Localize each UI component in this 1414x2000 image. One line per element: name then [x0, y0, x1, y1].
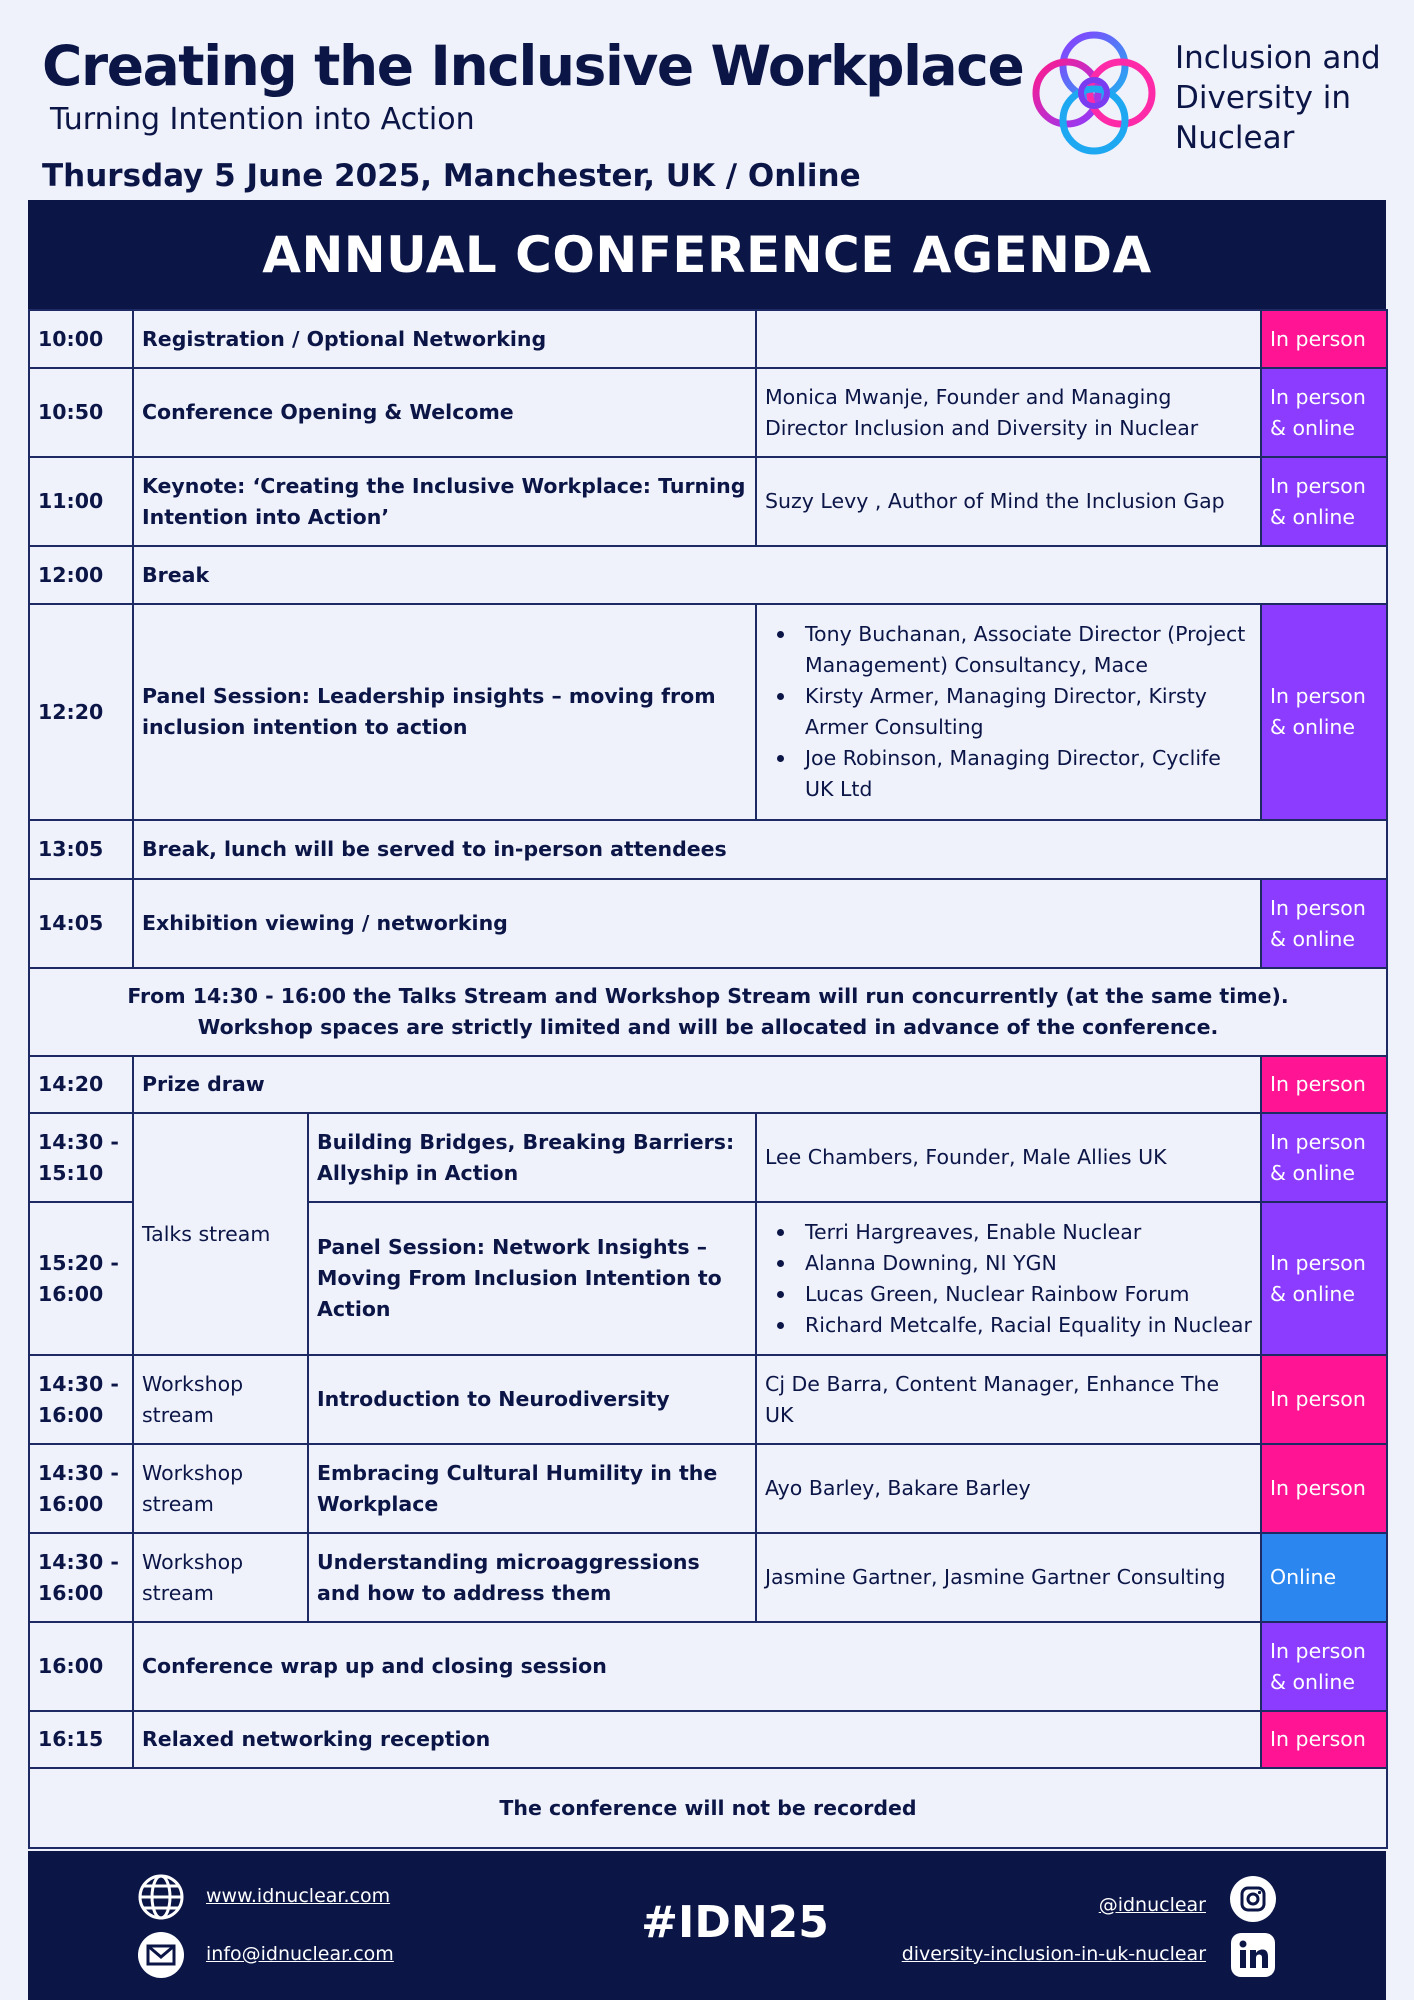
format-badge: In person [1261, 1444, 1387, 1533]
session-title: Conference Opening & Welcome [133, 368, 756, 457]
org-name [1175, 38, 1381, 158]
session-speakers [756, 604, 1261, 820]
org-name-line: Nuclear [1175, 120, 1295, 156]
session-title: Embracing Cultural Humility in the Workplace [308, 1444, 756, 1533]
event-date-location: Thursday 5 June 2025, Manchester, UK / Online [42, 158, 861, 194]
speaker-item: Tony Buchanan, Associate Director (Project Management) Consultancy, Mace [773, 619, 1252, 681]
session-title: Panel Session: Network Insights – Moving From Inclusion Intention to Action [308, 1202, 756, 1355]
session-speaker: Lee Chambers, Founder, Male Allies UK [756, 1113, 1261, 1202]
event-hashtag: #IDN25 [641, 1897, 829, 1948]
session-title: Relaxed networking reception [133, 1711, 1261, 1768]
session-time: 10:00 [29, 310, 133, 368]
session-speaker: Ayo Barley, Bakare Barley [756, 1444, 1261, 1533]
session-speakers [756, 1202, 1261, 1355]
format-badge: Online [1261, 1533, 1387, 1622]
footer [28, 1851, 1386, 2000]
session-time: 11:00 [29, 457, 133, 546]
table-row [29, 1711, 1387, 1768]
agenda-title: ANNUAL CONFERENCE AGENDA [28, 200, 1386, 310]
format-badge: In person [1261, 1056, 1387, 1113]
instagram-link[interactable]: @idnuclear [1098, 1894, 1206, 1916]
session-time: 16:15 [29, 1711, 133, 1768]
format-badge: In person & online [1261, 368, 1387, 457]
speaker-item: Lucas Green, Nuclear Rainbow Forum [773, 1279, 1252, 1310]
speaker-item: Kirsty Armer, Managing Director, Kirsty Armer Consulting [773, 681, 1252, 743]
format-badge: In person [1261, 1711, 1387, 1768]
instagram-icon[interactable] [1229, 1875, 1277, 1923]
session-title: Understanding microaggressions and how to address them [308, 1533, 756, 1622]
stream-label: Workshop stream [133, 1533, 308, 1622]
session-time: 14:30 - 16:00 [29, 1355, 133, 1444]
globe-icon [137, 1873, 185, 1921]
speaker-item: Alanna Downing, NI YGN [773, 1248, 1252, 1279]
agenda-table [28, 309, 1388, 1849]
session-time: 14:30 - 16:00 [29, 1444, 133, 1533]
session-time: 14:05 [29, 879, 133, 968]
table-row [29, 1444, 1387, 1533]
page-title: Creating the Inclusive Workplace [42, 34, 1024, 98]
session-title: Conference wrap up and closing session [133, 1622, 1261, 1711]
format-badge: In person & online [1261, 1113, 1387, 1202]
table-row [29, 1113, 1387, 1202]
session-time: 14:30 - 16:00 [29, 1533, 133, 1622]
session-time: 10:50 [29, 368, 133, 457]
session-time: 12:20 [29, 604, 133, 820]
org-name-line: Inclusion and [1175, 40, 1381, 76]
notice-line: Workshop spaces are strictly limited and will be allocated in advance of the conference. [197, 1015, 1219, 1039]
session-title: Panel Session: Leadership insights – moving from inclusion intention to action [133, 604, 756, 820]
session-speaker: Monica Mwanje, Founder and Managing Director Inclusion and Diversity in Nuclear [756, 368, 1261, 457]
session-time: 15:20 - 16:00 [29, 1202, 133, 1355]
table-row [29, 820, 1387, 879]
table-row [29, 968, 1387, 1056]
idn-logo-icon [1025, 24, 1163, 162]
table-row [29, 1533, 1387, 1622]
session-time: 12:00 [29, 546, 133, 604]
stream-label: Workshop stream [133, 1355, 308, 1444]
session-time: 16:00 [29, 1622, 133, 1711]
table-row [29, 310, 1387, 368]
table-row [29, 546, 1387, 604]
session-speaker: Suzy Levy , Author of Mind the Inclusion Gap [756, 457, 1261, 546]
format-badge: In person & online [1261, 1622, 1387, 1711]
session-time: 14:20 [29, 1056, 133, 1113]
email-icon [137, 1931, 185, 1979]
format-badge: In person [1261, 310, 1387, 368]
table-row [29, 457, 1387, 546]
table-row [29, 1768, 1387, 1848]
format-badge: In person & online [1261, 457, 1387, 546]
session-speaker: Jasmine Gartner, Jasmine Gartner Consulting [756, 1533, 1261, 1622]
session-title: Building Bridges, Breaking Barriers: Allyship in Action [308, 1113, 756, 1202]
linkedin-link[interactable]: diversity-inclusion-in-uk-nuclear [901, 1943, 1206, 1965]
website-link[interactable]: www.idnuclear.com [206, 1885, 391, 1907]
notice-line: From 14:30 - 16:00 the Talks Stream and Workshop Stream will run concurrently (at the same time). [127, 984, 1289, 1008]
session-title: Prize draw [133, 1056, 1261, 1113]
stream-label: Workshop stream [133, 1444, 308, 1533]
page-subtitle: Turning Intention into Action [50, 102, 475, 137]
speaker-item: Joe Robinson, Managing Director, Cyclife UK Ltd [773, 743, 1252, 805]
stream-label: Talks stream [133, 1113, 308, 1355]
session-title: Registration / Optional Networking [133, 310, 756, 368]
session-title: Break, lunch will be served to in-person attendees [133, 820, 1387, 879]
session-title: Keynote: ‘Creating the Inclusive Workplace: Turning Intention into Action’ [133, 457, 756, 546]
session-speaker: Cj De Barra, Content Manager, Enhance The UK [756, 1355, 1261, 1444]
concurrent-streams-notice [29, 968, 1387, 1056]
table-row [29, 1355, 1387, 1444]
format-badge: In person & online [1261, 604, 1387, 820]
table-row [29, 368, 1387, 457]
table-row [29, 604, 1387, 820]
session-time: 13:05 [29, 820, 133, 879]
session-time: 14:30 - 15:10 [29, 1113, 133, 1202]
format-badge: In person & online [1261, 879, 1387, 968]
recording-note: The conference will not be recorded [29, 1768, 1387, 1848]
session-speaker [756, 310, 1261, 368]
table-row [29, 1056, 1387, 1113]
org-name-line: Diversity in [1175, 80, 1352, 116]
table-row [29, 879, 1387, 968]
linkedin-icon[interactable] [1229, 1931, 1277, 1979]
table-row [29, 1622, 1387, 1711]
speaker-item: Richard Metcalfe, Racial Equality in Nuclear [773, 1310, 1252, 1341]
format-badge: In person [1261, 1355, 1387, 1444]
email-link[interactable]: info@idnuclear.com [206, 1943, 394, 1965]
session-title: Break [133, 546, 1387, 604]
session-title: Exhibition viewing / networking [133, 879, 1261, 968]
speaker-item: Terri Hargreaves, Enable Nuclear [773, 1217, 1252, 1248]
format-badge: In person & online [1261, 1202, 1387, 1355]
session-title: Introduction to Neurodiversity [308, 1355, 756, 1444]
